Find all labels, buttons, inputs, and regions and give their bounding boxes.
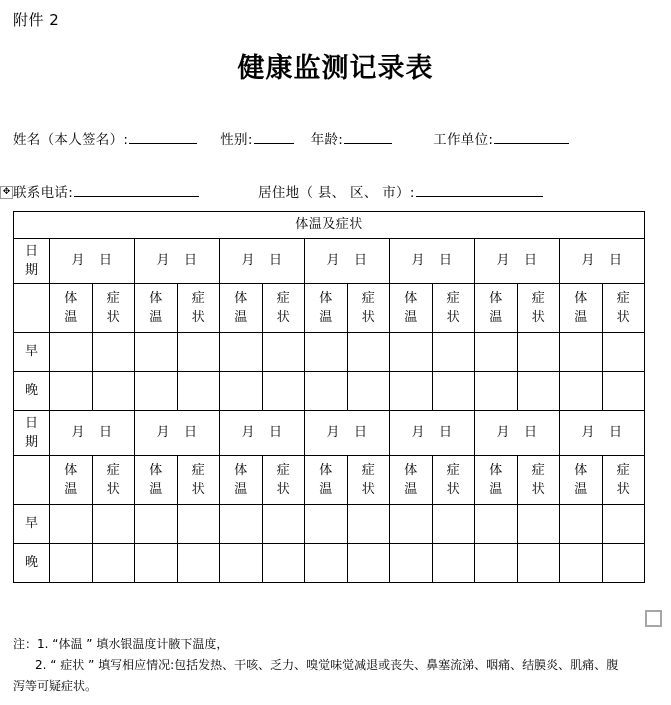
entry-cell[interactable]	[262, 372, 305, 411]
day-label: 日	[99, 425, 113, 440]
entry-cell[interactable]	[262, 505, 305, 544]
temp-char-1: 体	[64, 291, 78, 306]
symptom-char-1: 症	[106, 291, 120, 306]
month-day-cell[interactable]	[475, 239, 560, 284]
month-label: 月	[581, 253, 596, 268]
symptom-char-2: 状	[276, 310, 290, 325]
measure-subheader-row	[14, 456, 645, 505]
entry-cell[interactable]	[262, 544, 305, 583]
entry-cell[interactable]	[602, 505, 645, 544]
entry-cell[interactable]	[432, 544, 475, 583]
entry-cell[interactable]	[177, 505, 220, 544]
entry-cell[interactable]	[602, 372, 645, 411]
temp-char-2: 温	[404, 310, 418, 325]
date-label-cell	[14, 411, 50, 456]
temperature-subheader	[50, 284, 93, 333]
month-label: 月	[581, 425, 596, 440]
entry-cell[interactable]	[135, 505, 178, 544]
temp-char-1: 体	[574, 463, 588, 478]
temp-char-1: 体	[404, 463, 418, 478]
month-label: 月	[411, 425, 425, 440]
field-residence	[258, 182, 544, 203]
temperature-subheader	[560, 456, 603, 505]
field-residence-label: 居住地（ 县、 区、 市）:	[258, 185, 415, 201]
month-label: 月	[241, 253, 255, 268]
day-label: 日	[99, 253, 113, 268]
symptom-subheader	[177, 456, 220, 505]
temp-char-2: 温	[319, 482, 333, 497]
age-input[interactable]	[344, 129, 392, 144]
temp-char-1: 体	[149, 291, 163, 306]
temperature-subheader	[305, 456, 348, 505]
symptom-char-2: 状	[616, 310, 630, 325]
phone-input[interactable]	[74, 182, 199, 197]
month-label: 月	[326, 253, 340, 268]
residence-input[interactable]	[416, 182, 543, 197]
temperature-subheader	[390, 284, 433, 333]
morning-label-cell: 早	[14, 505, 50, 544]
entry-cell[interactable]	[92, 505, 135, 544]
month-label: 月	[156, 253, 170, 268]
symptom-char-1: 症	[531, 291, 545, 306]
temp-char-1: 体	[319, 291, 333, 306]
entry-cell[interactable]	[305, 544, 348, 583]
symptom-subheader	[262, 456, 305, 505]
symptom-subheader	[432, 456, 475, 505]
entry-cell[interactable]	[432, 372, 475, 411]
table-resize-handle-icon[interactable]	[645, 610, 662, 627]
corner-blank-cell	[14, 456, 50, 505]
symptom-char-2: 状	[191, 310, 205, 325]
temp-char-2: 温	[64, 310, 78, 325]
symptom-char-2: 状	[106, 310, 120, 325]
entry-cell[interactable]	[390, 372, 433, 411]
table-banner-row	[14, 212, 645, 239]
month-label: 月	[241, 425, 255, 440]
health-record-table	[13, 211, 645, 583]
symptom-char-2: 状	[361, 482, 375, 497]
day-label: 日	[524, 253, 538, 268]
symptom-char-1: 症	[191, 463, 205, 478]
entry-cell[interactable]	[220, 372, 263, 411]
symptom-char-2: 状	[531, 310, 545, 325]
attachment-label: 附件 2	[13, 11, 60, 29]
date-label-char-1: 日	[24, 244, 38, 259]
evening-label-cell: 晚	[14, 372, 50, 411]
temp-char-2: 温	[574, 310, 588, 325]
month-day-cell[interactable]	[390, 239, 475, 284]
entry-cell[interactable]	[220, 333, 263, 372]
month-day-cell[interactable]	[220, 239, 305, 284]
temp-char-2: 温	[404, 482, 418, 497]
month-label: 月	[411, 253, 425, 268]
footnote-2: 2. “ 症状 ” 填写相应情况:包括发热、干咳、乏力、嗅觉味觉减退或丧失、鼻塞流涕、咽痛、结膜炎、肌痛、腹	[35, 658, 619, 672]
date-header-row	[14, 411, 645, 456]
temp-char-1: 体	[64, 463, 78, 478]
temp-char-1: 体	[404, 291, 418, 306]
entry-cell[interactable]	[517, 544, 560, 583]
symptom-char-1: 症	[446, 291, 460, 306]
month-day-cell[interactable]	[135, 239, 220, 284]
temperature-subheader	[50, 456, 93, 505]
temperature-subheader	[220, 284, 263, 333]
entry-cell[interactable]	[560, 372, 603, 411]
entry-cell[interactable]	[135, 333, 178, 372]
temp-char-2: 温	[234, 482, 248, 497]
morning-entry-row	[14, 505, 645, 544]
temp-char-1: 体	[234, 291, 248, 306]
field-sex	[220, 129, 294, 150]
temperature-subheader	[475, 456, 518, 505]
entry-cell[interactable]	[602, 544, 645, 583]
footnote-1: 注：1. “体温 ” 填水银温度计腋下温度，	[13, 637, 229, 651]
entry-cell[interactable]	[220, 544, 263, 583]
entry-cell[interactable]	[432, 333, 475, 372]
month-label: 月	[326, 425, 340, 440]
entry-cell[interactable]	[347, 505, 390, 544]
entry-cell[interactable]	[432, 505, 475, 544]
symptom-subheader	[602, 456, 645, 505]
entry-cell[interactable]	[50, 372, 93, 411]
entry-cell[interactable]	[305, 372, 348, 411]
evening-label-cell: 晚	[14, 544, 50, 583]
entry-cell[interactable]	[177, 544, 220, 583]
entry-cell[interactable]	[92, 333, 135, 372]
day-label: 日	[184, 425, 198, 440]
entry-cell[interactable]	[475, 505, 518, 544]
temperature-subheader	[390, 456, 433, 505]
symptom-char-1: 症	[191, 291, 205, 306]
symptom-char-2: 状	[531, 482, 545, 497]
day-label: 日	[269, 253, 283, 268]
footnote-2-continued: 泻等可疑症状。	[13, 679, 98, 693]
entry-cell[interactable]	[347, 372, 390, 411]
field-name	[13, 129, 198, 150]
temperature-subheader	[135, 456, 178, 505]
entry-cell[interactable]	[475, 372, 518, 411]
symptom-subheader	[517, 456, 560, 505]
day-label: 日	[354, 425, 368, 440]
entry-cell[interactable]	[560, 544, 603, 583]
footnote-2-wrapper	[13, 655, 661, 676]
entry-cell[interactable]	[517, 372, 560, 411]
month-day-cell[interactable]	[50, 411, 135, 456]
symptom-char-1: 症	[616, 291, 630, 306]
month-day-cell[interactable]	[560, 239, 645, 284]
entry-cell[interactable]	[475, 544, 518, 583]
entry-cell[interactable]	[305, 333, 348, 372]
symptom-char-2: 状	[446, 310, 460, 325]
month-day-cell[interactable]	[50, 239, 135, 284]
temp-char-2: 温	[489, 482, 503, 497]
page-title: 健康监测记录表	[237, 53, 434, 84]
temp-char-2: 温	[574, 482, 588, 497]
evening-entry-row	[14, 372, 645, 411]
symptom-char-2: 状	[616, 482, 630, 497]
entry-cell[interactable]	[347, 333, 390, 372]
date-label-char-2: 期	[24, 435, 38, 450]
temp-char-2: 温	[149, 310, 163, 325]
symptom-subheader	[347, 456, 390, 505]
entry-cell[interactable]	[135, 372, 178, 411]
symptom-subheader	[602, 284, 645, 333]
field-name-label: 姓名（本人签名）:	[13, 132, 129, 148]
symptom-char-1: 症	[531, 463, 545, 478]
entry-cell[interactable]	[517, 333, 560, 372]
entry-cell[interactable]	[347, 544, 390, 583]
day-label: 日	[609, 425, 623, 440]
morning-entry-row	[14, 333, 645, 372]
entry-cell[interactable]	[177, 372, 220, 411]
entry-cell[interactable]	[560, 333, 603, 372]
day-label: 日	[609, 253, 623, 268]
symptom-subheader	[92, 456, 135, 505]
month-label: 月	[496, 425, 510, 440]
temp-char-1: 体	[149, 463, 163, 478]
entry-cell[interactable]	[305, 505, 348, 544]
temperature-subheader	[135, 284, 178, 333]
morning-label-cell: 早	[14, 333, 50, 372]
temperature-subheader	[475, 284, 518, 333]
symptom-char-1: 症	[616, 463, 630, 478]
sex-input[interactable]	[254, 129, 294, 144]
field-sex-label: 性别:	[220, 132, 253, 148]
symptom-subheader	[177, 284, 220, 333]
month-label: 月	[496, 253, 510, 268]
symptom-subheader	[262, 284, 305, 333]
temp-char-2: 温	[489, 310, 503, 325]
temp-char-1: 体	[319, 463, 333, 478]
symptom-char-1: 症	[446, 463, 460, 478]
month-day-cell[interactable]	[305, 411, 390, 456]
symptom-char-2: 状	[106, 482, 120, 497]
entry-cell[interactable]	[602, 333, 645, 372]
temperature-subheader	[560, 284, 603, 333]
evening-entry-row	[14, 544, 645, 583]
symptom-char-1: 症	[106, 463, 120, 478]
field-age-label: 年龄:	[310, 132, 344, 148]
table-banner-cell: 体温及症状	[14, 212, 645, 239]
temp-char-2: 温	[319, 310, 333, 325]
month-day-cell[interactable]	[135, 411, 220, 456]
symptom-char-1: 症	[361, 291, 375, 306]
month-day-cell[interactable]	[220, 411, 305, 456]
entry-cell[interactable]	[177, 333, 220, 372]
month-day-cell[interactable]	[390, 411, 475, 456]
entry-cell[interactable]	[92, 544, 135, 583]
symptom-char-2: 状	[446, 482, 460, 497]
month-day-cell[interactable]	[305, 239, 390, 284]
field-phone-label: 联系电话:	[13, 185, 74, 201]
temp-char-2: 温	[234, 310, 248, 325]
day-label: 日	[439, 425, 453, 440]
field-age	[311, 129, 393, 150]
symptom-subheader	[517, 284, 560, 333]
month-label: 月	[71, 253, 85, 268]
symptom-subheader	[347, 284, 390, 333]
entry-cell[interactable]	[50, 505, 93, 544]
corner-blank-cell	[14, 284, 50, 333]
temp-char-2: 温	[149, 482, 163, 497]
entry-cell[interactable]	[262, 333, 305, 372]
field-workplace	[433, 129, 570, 150]
temp-char-2: 温	[64, 482, 78, 497]
temp-char-1: 体	[489, 291, 503, 306]
month-label: 月	[156, 425, 170, 440]
entry-cell[interactable]	[50, 333, 93, 372]
info-row-contact	[13, 182, 663, 203]
month-label: 月	[71, 425, 85, 440]
temp-char-1: 体	[234, 463, 248, 478]
day-label: 日	[269, 425, 283, 440]
table-move-handle-icon[interactable]: ✥	[0, 186, 13, 199]
date-label-char-2: 期	[24, 263, 38, 278]
day-label: 日	[524, 425, 538, 440]
measure-subheader-row	[14, 284, 645, 333]
symptom-char-1: 症	[361, 463, 375, 478]
entry-cell[interactable]	[475, 333, 518, 372]
month-day-cell[interactable]	[560, 411, 645, 456]
entry-cell[interactable]	[220, 505, 263, 544]
footnotes	[13, 634, 661, 697]
name-input[interactable]	[129, 129, 197, 144]
entry-cell[interactable]	[560, 505, 603, 544]
date-header-row	[14, 239, 645, 284]
day-label: 日	[354, 253, 368, 268]
entry-cell[interactable]	[390, 505, 433, 544]
entry-cell[interactable]	[135, 544, 178, 583]
symptom-char-1: 症	[276, 463, 290, 478]
symptom-char-1: 症	[276, 291, 290, 306]
symptom-char-2: 状	[361, 310, 375, 325]
entry-cell[interactable]	[50, 544, 93, 583]
entry-cell[interactable]	[390, 544, 433, 583]
field-workplace-label: 工作单位:	[433, 132, 494, 148]
entry-cell[interactable]	[517, 505, 560, 544]
info-row-personal	[13, 129, 663, 150]
symptom-char-2: 状	[191, 482, 205, 497]
temperature-subheader	[220, 456, 263, 505]
entry-cell[interactable]	[92, 372, 135, 411]
month-day-cell[interactable]	[475, 411, 560, 456]
day-label: 日	[184, 253, 198, 268]
temp-char-1: 体	[489, 463, 503, 478]
temp-char-1: 体	[574, 291, 588, 306]
temperature-subheader	[305, 284, 348, 333]
symptom-subheader	[432, 284, 475, 333]
symptom-char-2: 状	[276, 482, 290, 497]
workplace-input[interactable]	[494, 129, 569, 144]
date-label-char-1: 日	[24, 416, 38, 431]
date-label-cell	[14, 239, 50, 284]
day-label: 日	[439, 253, 453, 268]
field-phone	[13, 182, 200, 203]
symptom-subheader	[92, 284, 135, 333]
entry-cell[interactable]	[390, 333, 433, 372]
